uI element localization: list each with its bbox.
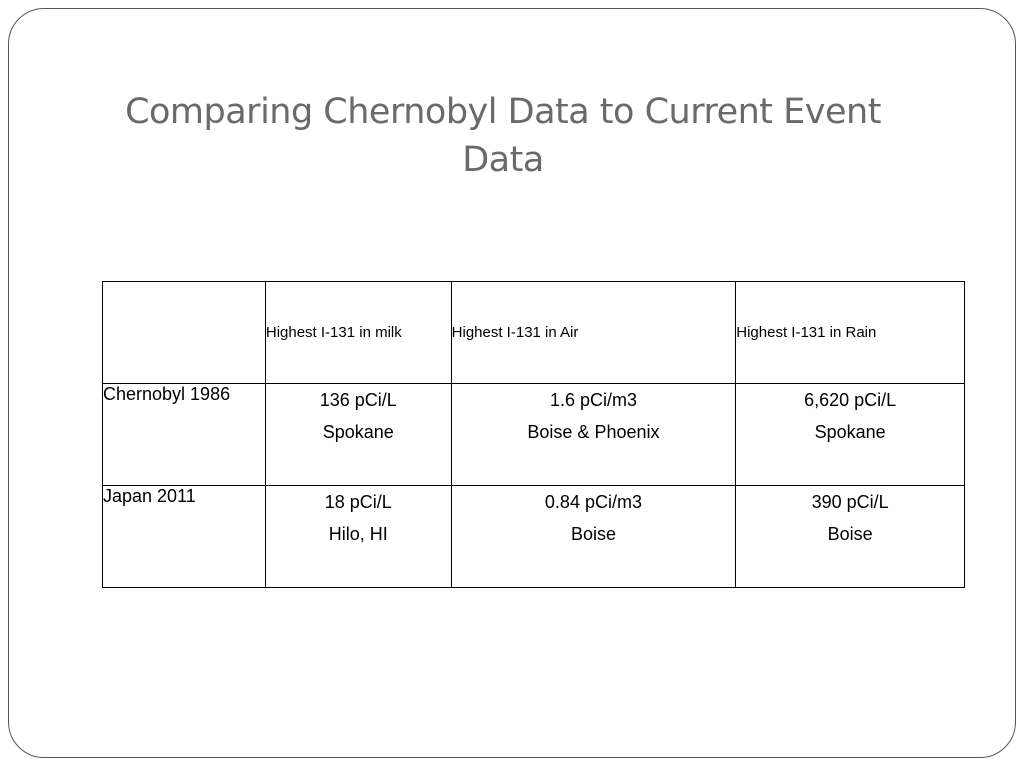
slide-title-line-1: Comparing Chernobyl Data to Current Event [125,92,881,132]
header-cell-milk: Highest I-131 in milk [265,282,451,384]
cell-value: 1.6 pCi/m3 [549,390,637,410]
table-cell [265,486,451,588]
table-row [103,384,965,486]
slide-title-line-2: Data [462,140,544,180]
cell-value: 136 pCi/L [319,390,397,410]
header-cell-air: Highest I-131 in Air [451,282,736,384]
cell-location: Boise [827,524,873,544]
table-cell [736,384,965,486]
cell-location: Boise [570,524,616,544]
cell-value: 6,620 pCi/L [804,390,897,410]
table-cell [451,486,736,588]
slide-title [100,88,906,184]
header-cell-empty [103,282,266,384]
cell-location: Hilo, HI [328,524,388,544]
table-header-row [103,282,965,384]
row-label: Chernobyl 1986 [103,384,266,486]
table-cell [265,384,451,486]
row-label: Japan 2011 [103,486,266,588]
header-cell-rain: Highest I-131 in Rain [736,282,965,384]
cell-location: Spokane [814,422,886,442]
cell-location: Boise & Phoenix [527,422,660,442]
cell-location: Spokane [322,422,394,442]
cell-value: 390 pCi/L [811,492,889,512]
table-cell [736,486,965,588]
cell-value: 18 pCi/L [324,492,392,512]
table-cell [451,384,736,486]
comparison-table [102,281,965,588]
cell-value: 0.84 pCi/m3 [544,492,642,512]
table-row [103,486,965,588]
